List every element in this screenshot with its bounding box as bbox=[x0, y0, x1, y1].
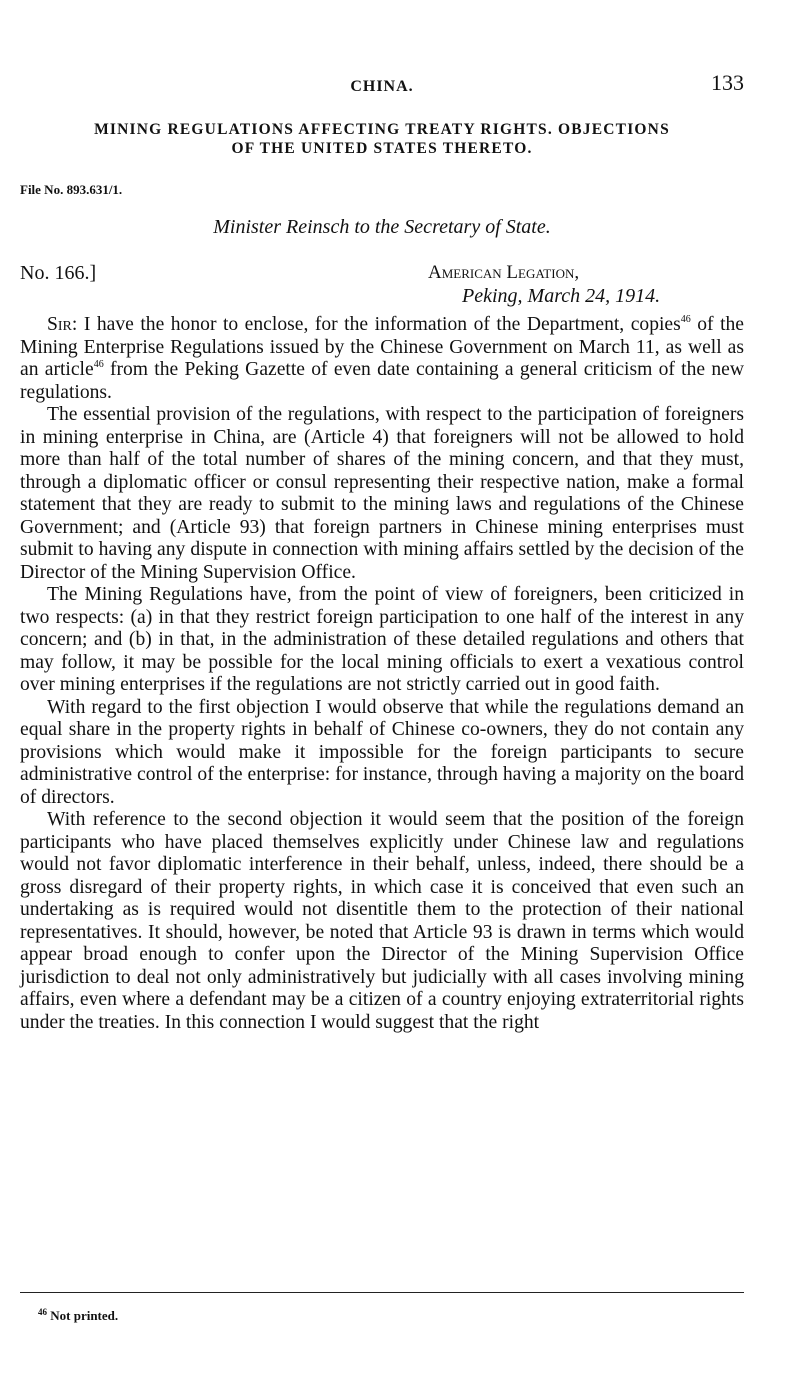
document-number: No. 166.] bbox=[20, 262, 97, 284]
footnote bbox=[38, 1308, 118, 1324]
footnote-ref-1: 46 bbox=[680, 314, 691, 325]
running-head bbox=[20, 70, 744, 100]
letter-body bbox=[20, 314, 744, 1034]
body-paragraph-2: The essential provision of the regulations, with respect to the participation of foreigners in mining enterprise in China, are (Article 4) that foreigners will not be allowed to hold more than half of the total number of shares of the mining concern, and that they must, through a diplomatic officer or consul representing their respective nation, make a formal statement that they are ready to submit to the mining laws and regulations of the Chinese Government; and (Article 93) that foreign partners in Chinese mining enterprises must submit to having any dispute in connection with mining affairs settled by the decision of the Director of the Mining Supervision Office. bbox=[20, 404, 744, 583]
footnote-divider bbox=[20, 1292, 744, 1293]
section-title-line-1: MINING REGULATIONS AFFECTING TREATY RIGHTS. OBJECTIONS bbox=[94, 121, 670, 138]
footnote-marker: 46 bbox=[38, 1307, 47, 1317]
running-title: CHINA. bbox=[350, 78, 414, 95]
dateline: Peking, March 24, 1914. bbox=[462, 285, 661, 307]
paragraph-1-part-a: : I have the honor to enclose, for the information of the Department, copies bbox=[71, 314, 681, 335]
body-paragraph-3: The Mining Regulations have, from the point of view of foreigners, been criticized in two respects: (a) in that they restrict foreign participation to one half of the interest in any concern; and (b) in that, in the administration of these detailed regulations and others that may follow, it may be possible for the local mining officials to exert a vexatious control over mining enterprises if the regulations are not strictly carried out in good faith. bbox=[20, 584, 744, 695]
salutation: Sir bbox=[47, 314, 72, 335]
body-paragraph-4: With regard to the first objection I would observe that while the regulations demand an equal share in the property rights in behalf of Chinese co-owners, they do not contain any provisions which would make it impossible for the foreign participants to secure administrative control of the enterprise: for instance, through having a majority on the board of directors. bbox=[20, 696, 744, 808]
footnote-ref-2: 46 bbox=[93, 359, 104, 370]
paragraph-1-part-b: of the Mining Enterprise Regulations issued by the Chinese Government on March 11, as well as an article bbox=[20, 314, 745, 380]
file-number: File No. 893.631/1. bbox=[20, 182, 123, 197]
legation-name: American Legation, bbox=[428, 262, 580, 283]
letter-heading: Minister Reinsch to the Secretary of State. bbox=[213, 216, 551, 238]
section-title bbox=[20, 120, 744, 158]
footnote-text: Not printed. bbox=[50, 1308, 119, 1323]
paragraph-1-part-c: from the Peking Gazette of even date containing a general criticism of the new regulations. bbox=[20, 359, 744, 403]
page-number: 133 bbox=[711, 70, 744, 95]
body-paragraph-5: With reference to the second objection it would seem that the position of the foreign participants who have placed themselves explicitly under Chinese law and regulations would not favor diplomatic interference in their behalf, unless, indeed, there should be a gross disregard of their property rights, in which case it is conceived that even such an undertaking as is required would not disentitle them to the protection of their national representatives. It should, however, be noted that Article 93 is drawn in terms which would appear broad enough to confer upon the Director of the Mining Supervision Office jurisdiction to deal not only administratively but judicially with all cases involving mining affairs, even where a defendant may be a citizen of a country enjoying extraterritorial rights under the treaties. In this connection I would suggest that the right bbox=[20, 809, 744, 1033]
body-paragraph-1 bbox=[20, 314, 744, 404]
section-title-line-2: OF THE UNITED STATES THERETO. bbox=[231, 140, 533, 157]
